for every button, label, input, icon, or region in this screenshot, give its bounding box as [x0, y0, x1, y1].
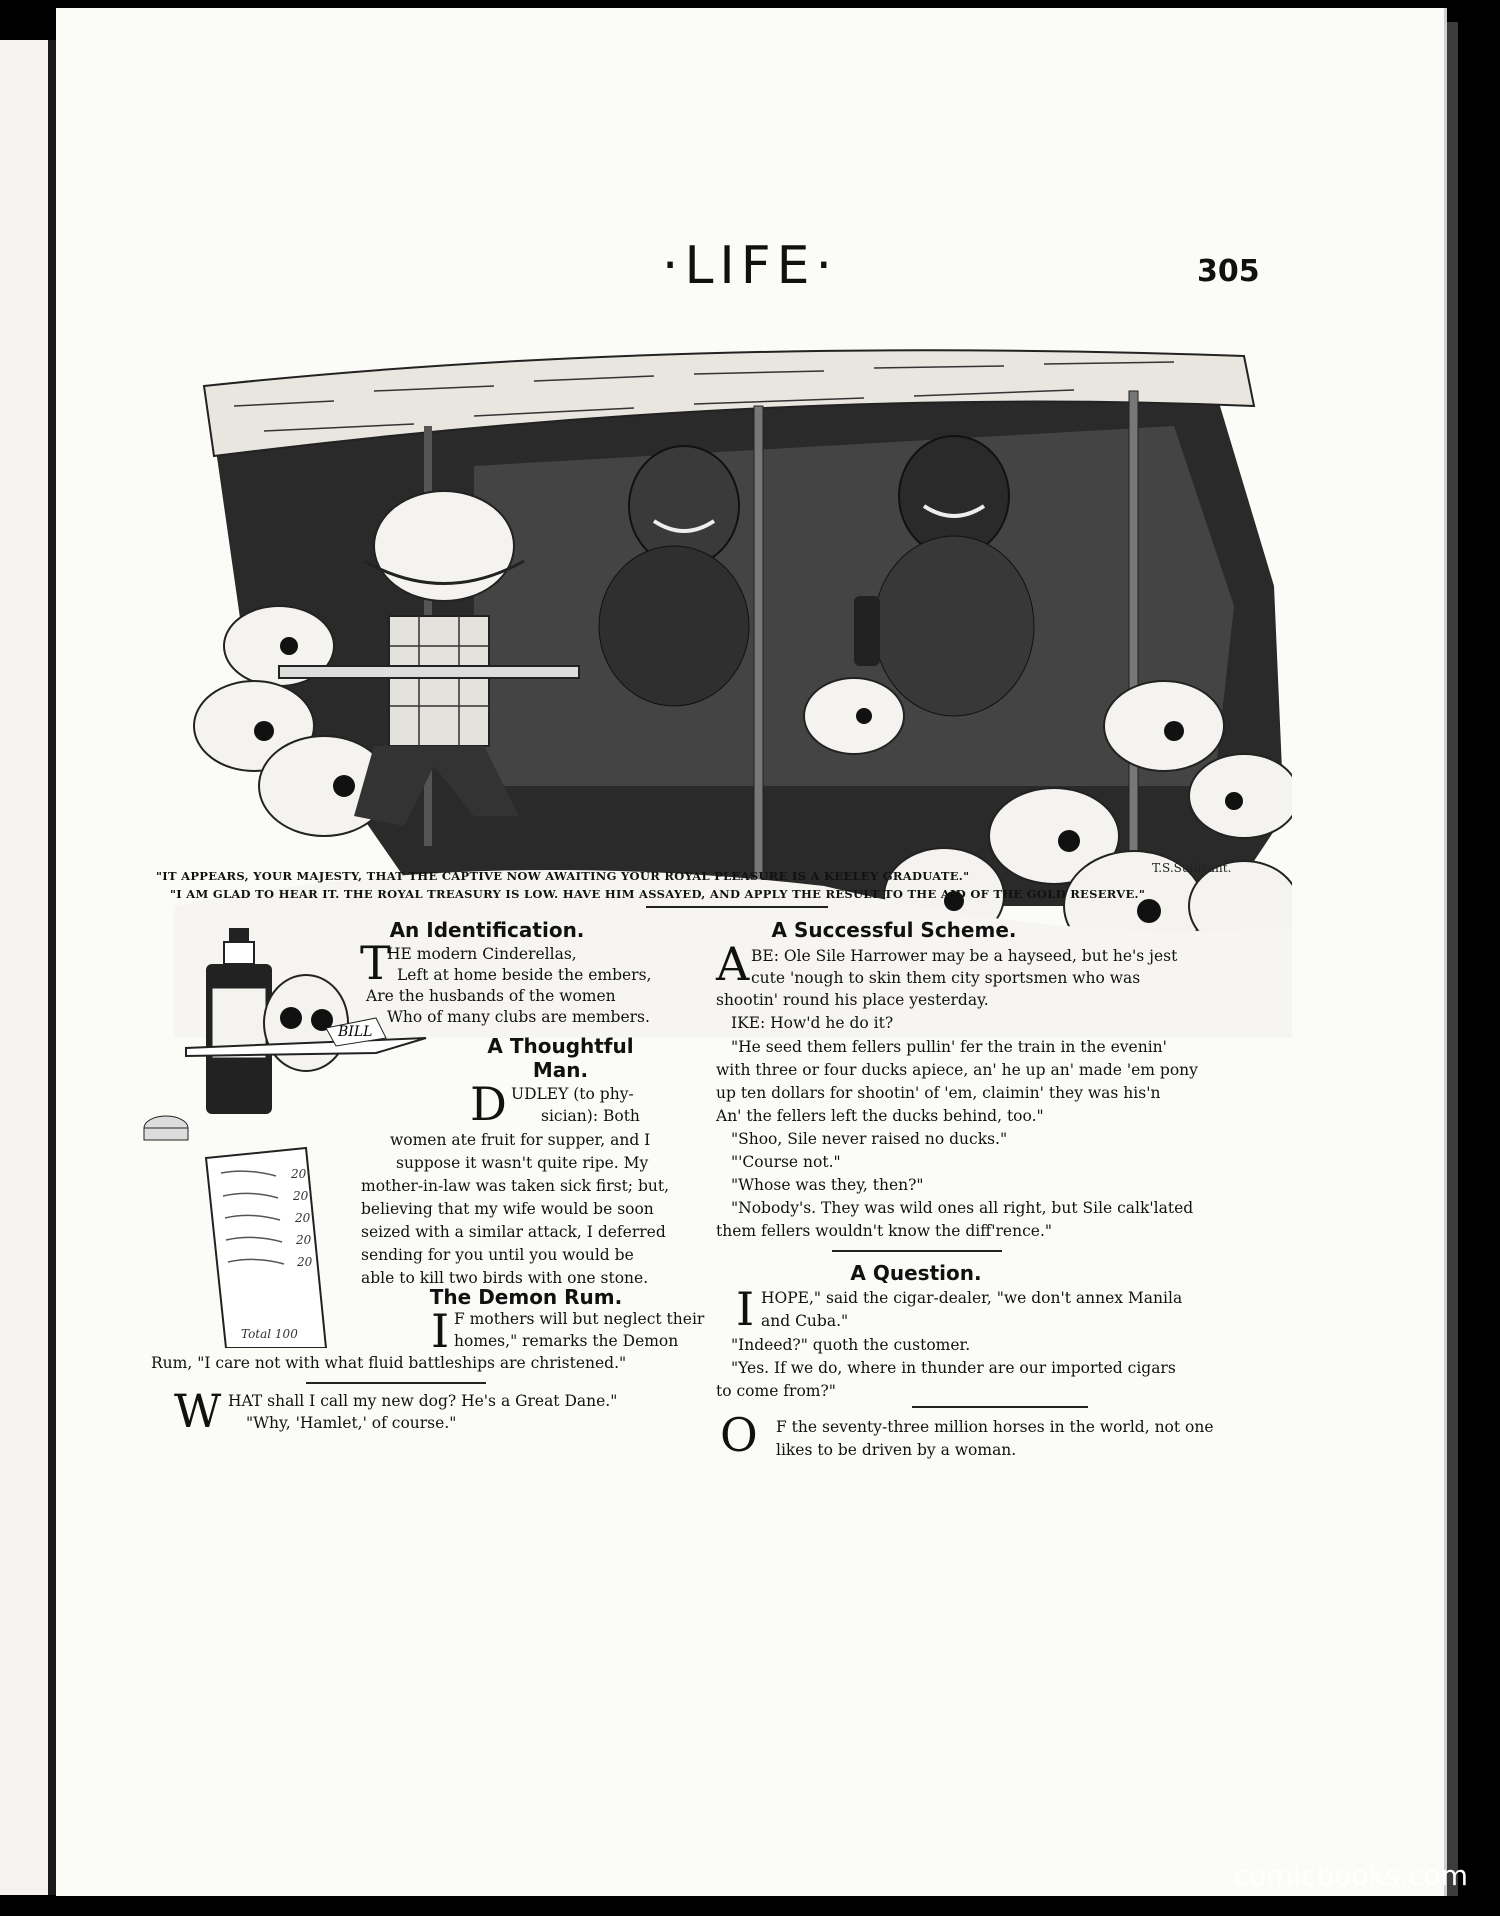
text-line: "Indeed?" quoth the customer.: [731, 1336, 971, 1354]
dropcap: A: [716, 937, 750, 991]
text-line: able to kill two birds with one stone.: [361, 1269, 649, 1287]
page-number: 305: [1197, 254, 1260, 289]
divider: [646, 906, 828, 908]
text-line: sician): Both: [541, 1107, 640, 1125]
text-line: with three or four ducks apiece, an' he up an' made 'em pony: [716, 1061, 1198, 1079]
text-line: HAT shall I call my new dog? He's a Great Dane.": [228, 1392, 618, 1410]
bill-amount: 20: [296, 1233, 312, 1247]
text-line: seized with a similar attack, I deferred: [361, 1223, 666, 1241]
text-line: HOPE," said the cigar-dealer, "we don't annex Manila: [761, 1289, 1183, 1307]
artist-signature: T.S.Sullivant.: [1152, 861, 1232, 875]
text-line: and Cuba.": [761, 1312, 849, 1330]
dropcap: I: [736, 1282, 755, 1336]
caption-line-2: "I AM GLAD TO HEAR IT. THE ROYAL TREASURY IS LOW. HAVE HIM ASSAYED, AND APPLY THE RESULT TO THE AID OF THE GOLD RESERVE.": [170, 887, 1146, 901]
text-line: An' the fellers left the ducks behind, too.": [716, 1107, 1044, 1125]
text-line: "Shoo, Sile never raised no ducks.": [731, 1130, 1008, 1148]
text-line: Rum, "I care not with what fluid battleships are christened.": [151, 1354, 627, 1372]
bill-amount: 20: [291, 1167, 307, 1181]
text-line: homes," remarks the Demon: [454, 1332, 679, 1350]
text-line: "He seed them fellers pullin' fer the train in the evenin': [731, 1038, 1167, 1056]
text-line: IKE: How'd he do it?: [731, 1014, 894, 1032]
left-page-edge: [0, 40, 48, 1895]
poem-line: Are the husbands of the women: [366, 987, 616, 1005]
text-line: them fellers wouldn't know the diff'rence.": [716, 1222, 1052, 1240]
text-line: "Why, 'Hamlet,' of course.": [246, 1414, 457, 1432]
heading-thoughtful-man: A Thoughtful: [487, 1034, 634, 1058]
magazine-page: [56, 8, 1447, 1896]
dropcap: T: [360, 936, 391, 990]
bill-total: Total 100: [241, 1327, 298, 1341]
heading-identification: An Identification.: [389, 918, 585, 942]
poem-line: HE modern Cinderellas,: [387, 945, 577, 963]
bill-amount: 20: [297, 1255, 313, 1269]
text-line: UDLEY (to phy-: [511, 1085, 634, 1103]
text-line: to come from?": [716, 1382, 836, 1400]
text-line: F the seventy-three million horses in the world, not one: [776, 1418, 1214, 1436]
text-line: BE: Ole Sile Harrower may be a hayseed, but he's jest: [751, 947, 1178, 965]
bill-amount: 20: [293, 1189, 309, 1203]
bill-amount: 20: [295, 1211, 311, 1225]
text-line: likes to be driven by a woman.: [776, 1441, 1017, 1459]
heading-demon-rum: The Demon Rum.: [429, 1285, 623, 1309]
text-line: mother-in-law was taken sick first; but,: [361, 1177, 670, 1195]
text-line: "'Course not.": [731, 1153, 841, 1171]
text-line: believing that my wife would be soon: [361, 1200, 654, 1218]
poem-line: Who of many clubs are members.: [387, 1008, 650, 1026]
text-line: women ate fruit for supper, and I: [390, 1131, 651, 1149]
heading-thoughtful-man-2: Man.: [532, 1058, 589, 1082]
text-line: "Nobody's. They was wild ones all right, but Sile calk'lated: [731, 1199, 1194, 1217]
heading-question: A Question.: [850, 1261, 982, 1285]
poem-line: Left at home beside the embers,: [397, 966, 652, 984]
dropcap: I: [431, 1304, 450, 1358]
text-line: up ten dollars for shootin' of 'em, claimin' they was his'n: [716, 1084, 1161, 1102]
heading-successful-scheme: A Successful Scheme.: [771, 918, 1017, 942]
text-line: suppose it wasn't quite ripe. My: [396, 1154, 649, 1172]
text-line: shootin' round his place yesterday.: [716, 991, 989, 1009]
watermark: comicbooks.com: [1233, 1859, 1468, 1892]
text-line: "Yes. If we do, where in thunder are our imported cigars: [731, 1359, 1176, 1377]
book-gutter: [48, 40, 56, 1895]
caption-line-1: "IT APPEARS, YOUR MAJESTY, THAT THE CAPTIVE NOW AWAITING YOUR ROYAL PLEASURE IS A KEELEY GRADUATE.": [156, 869, 970, 883]
masthead: ·LIFE·: [661, 236, 839, 296]
dropcap: O: [720, 1408, 758, 1462]
divider: [832, 1250, 1002, 1252]
dropcap: W: [174, 1384, 222, 1438]
text-line: sending for you until you would be: [361, 1246, 634, 1264]
bill-word: BILL: [338, 1024, 373, 1040]
dropcap: D: [470, 1077, 507, 1131]
text-line: "Whose was they, then?": [731, 1176, 924, 1194]
divider: [912, 1406, 1088, 1408]
text-line: F mothers will but neglect their: [454, 1310, 705, 1328]
divider: [306, 1382, 486, 1384]
text-line: cute 'nough to skin them city sportsmen who was: [751, 969, 1141, 987]
